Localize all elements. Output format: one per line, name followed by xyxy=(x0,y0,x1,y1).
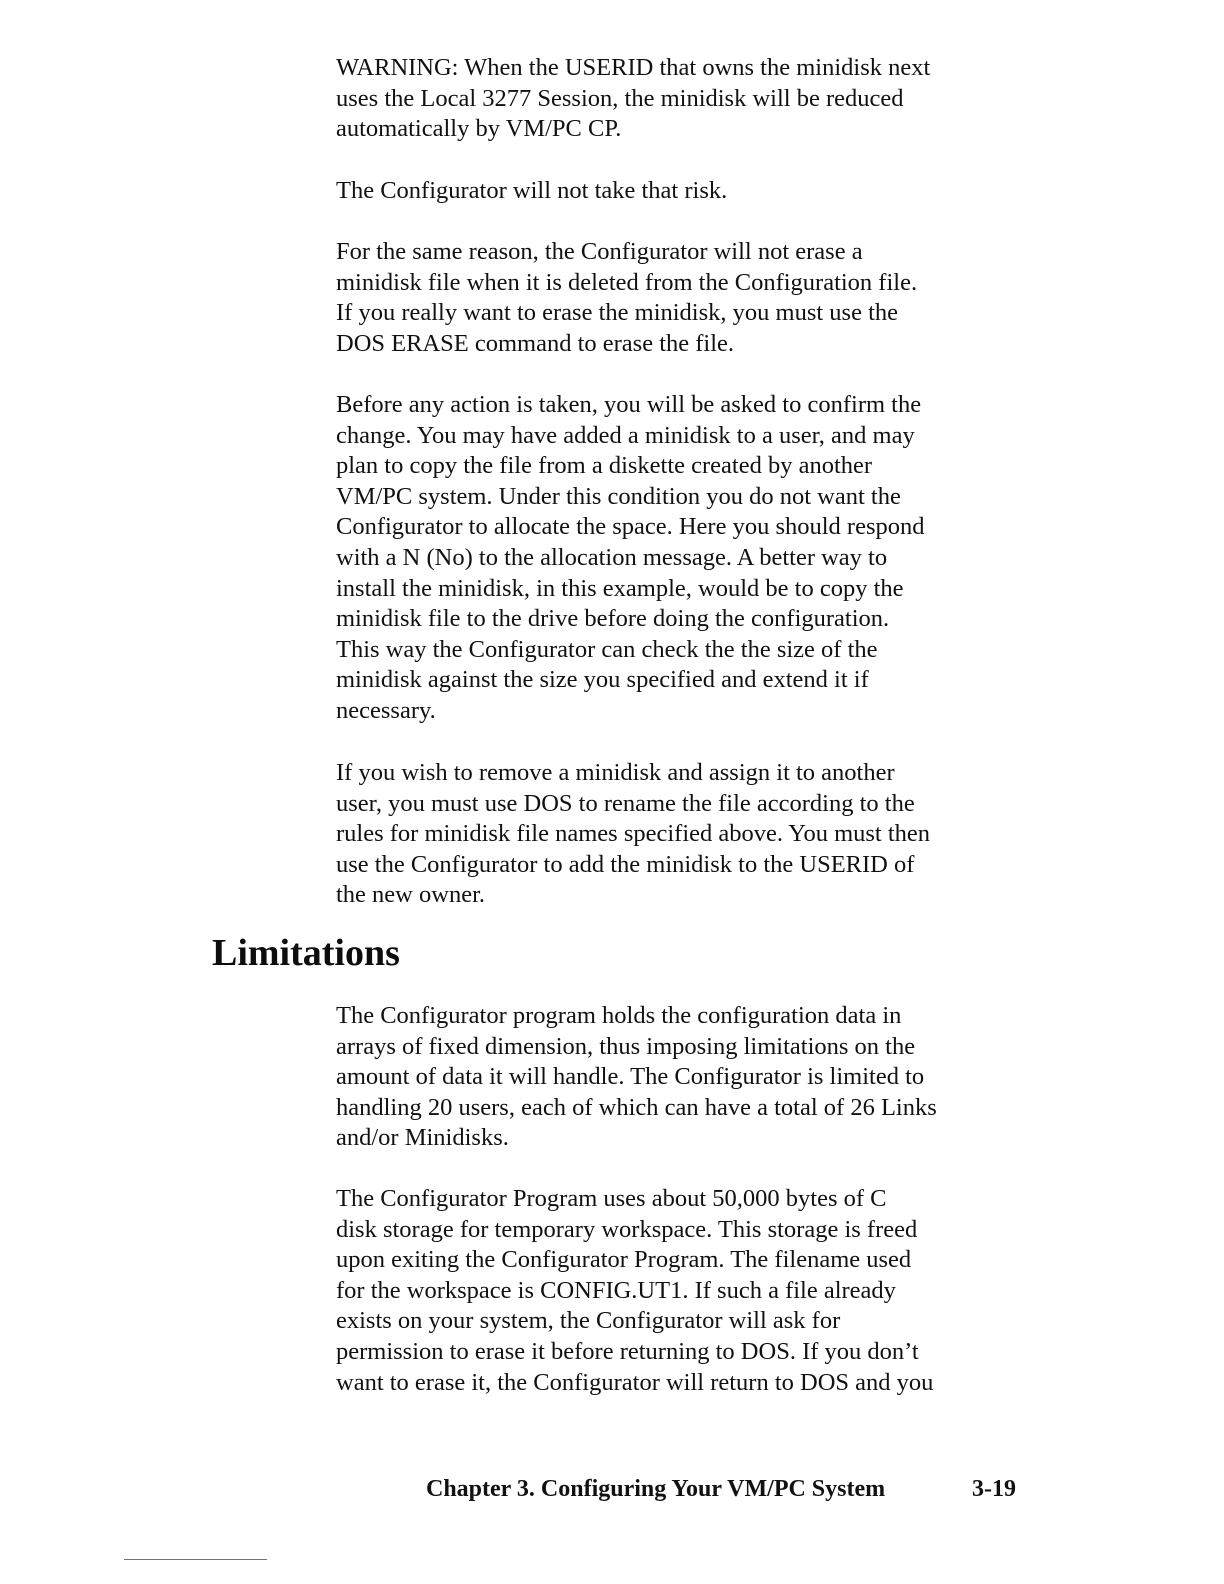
risk-paragraph xyxy=(336,176,1026,207)
text-line: If you wish to remove a minidisk and assign it to another xyxy=(336,759,895,786)
text-line: use the Configurator to add the minidisk to the USERID of xyxy=(336,850,915,878)
text-line: install the minidisk, in this example, would be to copy the xyxy=(336,574,904,602)
text-line: necessary. xyxy=(336,696,436,724)
text-line: The Configurator will not take that risk. xyxy=(336,177,728,204)
text-line: WARNING: When the USERID that owns the minidisk next xyxy=(336,54,931,81)
text-line: change. You may have added a minidisk to a user, and may xyxy=(336,421,915,449)
text-line: minidisk file when it is deleted from the Configuration file. xyxy=(336,268,918,296)
text-line: disk storage for temporary workspace. This storage is freed xyxy=(336,1215,918,1243)
text-line: minidisk file to the drive before doing the configuration. xyxy=(336,605,890,633)
text-line: automatically by VM/PC CP. xyxy=(336,115,622,143)
limitations-storage-paragraph xyxy=(336,1184,1026,1398)
limitations-arrays-paragraph xyxy=(336,1001,1026,1154)
erase-paragraph xyxy=(336,237,1026,359)
text-line: The Configurator Program uses about 50,000 bytes of C xyxy=(336,1185,887,1212)
bottom-divider xyxy=(124,1559,267,1560)
footer-chapter-title: Chapter 3. Configuring Your VM/PC System xyxy=(426,1476,886,1502)
text-line: user, you must use DOS to rename the file according to the xyxy=(336,789,915,817)
text-line: with a N (No) to the allocation message. A better way to xyxy=(336,543,888,571)
text-line: rules for minidisk file names specified above. You must then xyxy=(336,820,931,848)
text-line: If you really want to erase the minidisk, you must use the xyxy=(336,299,899,327)
text-line: VM/PC system. Under this condition you do not want the xyxy=(336,482,901,510)
text-line: for the workspace is CONFIG.UT1. If such a file already xyxy=(336,1276,896,1304)
text-line: amount of data it will handle. The Configurator is limited to xyxy=(336,1063,925,1091)
text-line: DOS ERASE command to erase the file. xyxy=(336,329,735,357)
text-line: exists on your system, the Configurator will ask for xyxy=(336,1307,841,1335)
text-line: Before any action is taken, you will be asked to confirm the xyxy=(336,391,922,418)
text-line: plan to copy the file from a diskette created by another xyxy=(336,452,873,480)
text-line: permission to erase it before returning to DOS. If you don’t xyxy=(336,1337,919,1365)
text-line: and/or Minidisks. xyxy=(336,1124,509,1152)
text-line: This way the Configurator can check the the size of the xyxy=(336,635,878,663)
text-line: minidisk against the size you specified and extend it if xyxy=(336,666,869,694)
text-line: the new owner. xyxy=(336,881,485,909)
remove-minidisk-paragraph xyxy=(336,758,1026,911)
text-line: Configurator to allocate the space. Here you should respond xyxy=(336,513,925,541)
warning-paragraph xyxy=(336,53,1026,145)
footer-page-number: 3-19 xyxy=(972,1476,1016,1502)
text-line: The Configurator program holds the configuration data in xyxy=(336,1002,902,1029)
text-line: arrays of fixed dimension, thus imposing limitations on the xyxy=(336,1032,916,1060)
text-line: want to erase it, the Configurator will return to DOS and you xyxy=(336,1368,934,1396)
text-line: upon exiting the Configurator Program. The filename used xyxy=(336,1246,912,1274)
confirm-paragraph xyxy=(336,390,1026,727)
section-heading-limitations: Limitations xyxy=(212,932,400,974)
text-line: uses the Local 3277 Session, the minidisk will be reduced xyxy=(336,84,904,112)
text-line: For the same reason, the Configurator will not erase a xyxy=(336,238,863,265)
text-line: handling 20 users, each of which can have a total of 26 Links xyxy=(336,1093,937,1121)
